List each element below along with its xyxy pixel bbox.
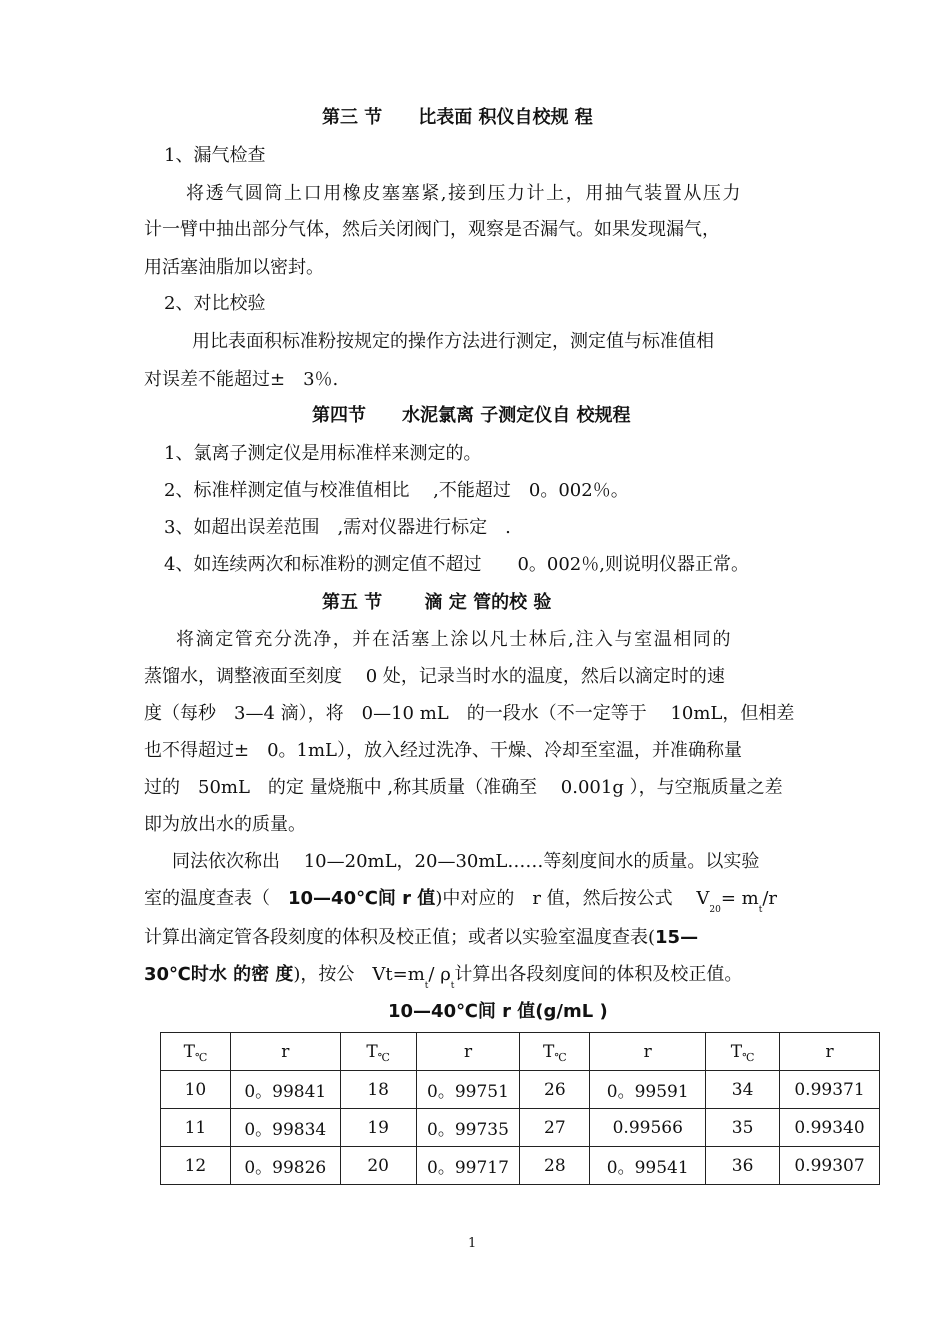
section4-title: 第四节 水泥氯离 子测定仪自 校规程 bbox=[312, 405, 631, 426]
section5-para1-line: 将滴定管充分洗净，并在活塞上涂以凡士林后,注入与室温相同的 bbox=[176, 629, 733, 650]
table-cell: 0。99841 bbox=[230, 1071, 340, 1109]
table-cell: 0。99541 bbox=[590, 1147, 706, 1185]
section5-para1-line: 过的 50mL 的定 量烧瓶中 ,称其质量（准确至 0.001g ），与空瓶质量之差 bbox=[144, 777, 783, 798]
formula-subscript: 20 bbox=[709, 905, 721, 915]
section5-para1-line: 蒸馏水，调整液面至刻度 0 处，记录当时水的温度，然后以滴定时的速 bbox=[144, 666, 725, 687]
section4-item: 3、如超出误差范围 ,需对仪器进行标定 . bbox=[164, 517, 511, 538]
table-cell: 0。99834 bbox=[230, 1109, 340, 1147]
table-cell: 35 bbox=[706, 1109, 780, 1147]
table-cell: 19 bbox=[340, 1109, 416, 1147]
section5-para2-line: 计算出滴定管各段刻度的体积及校正值；或者以实验室温度查表(15— bbox=[144, 927, 699, 948]
section3-item2-line: 用比表面积标准粉按规定的操作方法进行测定，测定值与标准值相 bbox=[192, 331, 714, 352]
table-header-row bbox=[161, 1033, 880, 1071]
table-cell: 0.99307 bbox=[780, 1147, 880, 1185]
header-r: r bbox=[780, 1033, 880, 1071]
section5-para1-line: 度（每秒 3—4 滴），将 0—10 mL 的一段水（不一定等于 10mL，但相差 bbox=[144, 703, 795, 724]
header-r: r bbox=[230, 1033, 340, 1071]
temperature-r-table bbox=[160, 1032, 880, 1185]
section5-para1-line: 也不得超过± 0。1mL），放入经过洗净、干燥、冷却至室温，并准确称量 bbox=[144, 740, 743, 761]
table-cell: 0。99717 bbox=[416, 1147, 520, 1185]
header-temperature: $T_℃$ bbox=[161, 1033, 231, 1071]
header-temperature: $T_℃$ bbox=[340, 1033, 416, 1071]
table-cell: 12 bbox=[161, 1147, 231, 1185]
table-row bbox=[161, 1109, 880, 1147]
page-number: 1 bbox=[468, 1236, 477, 1251]
section3-item1-line: 将透气圆筒上口用橡皮塞塞紧,接到压力计上，用抽气装置从压力 bbox=[186, 183, 743, 204]
table-reference: 10—40℃间 r 值 bbox=[288, 888, 436, 909]
section4-item: 4、如连续两次和标准粉的测定值不超过 0。002％,则说明仪器正常。 bbox=[164, 554, 749, 575]
table-cell: 0。99751 bbox=[416, 1071, 520, 1109]
formula-subscript: t bbox=[424, 981, 429, 991]
section3-item1-line: 用活塞油脂加以密封。 bbox=[144, 257, 324, 278]
table-row bbox=[161, 1147, 880, 1185]
section5-para2-line: 30℃时水 的密 度)，按公 $Vt=m_t/$ $\rho_t$计算出各段刻度间的体积及校正值。 bbox=[144, 964, 743, 991]
formula-subscript: t bbox=[758, 905, 763, 915]
table-cell: 34 bbox=[706, 1071, 780, 1109]
section4-item: 2、标准样测定值与校准值相比 ,不能超过 0。002％。 bbox=[164, 480, 629, 501]
section3-item1-title: 1、漏气检查 bbox=[164, 145, 266, 166]
table-cell: 0.99371 bbox=[780, 1071, 880, 1109]
section5-para2-line: 同法依次称出 10—20mL，20—30mL……等刻度间水的质量。以实验 bbox=[172, 851, 760, 872]
table-cell: 18 bbox=[340, 1071, 416, 1109]
header-temperature: $T_℃$ bbox=[520, 1033, 590, 1071]
table-cell: 0.99340 bbox=[780, 1109, 880, 1147]
section5-title: 第五 节 滴 定 管的校 验 bbox=[322, 592, 552, 613]
header-r: r bbox=[590, 1033, 706, 1071]
table-cell: 10 bbox=[161, 1071, 231, 1109]
table-cell: 0。99591 bbox=[590, 1071, 706, 1109]
table-cell: 11 bbox=[161, 1109, 231, 1147]
table-cell: 28 bbox=[520, 1147, 590, 1185]
section5-para1-line: 即为放出水的质量。 bbox=[144, 814, 306, 835]
table-cell: 20 bbox=[340, 1147, 416, 1185]
table-cell: 27 bbox=[520, 1109, 590, 1147]
section5-para2-line: 室的温度查表（ 10—40℃间 r 值)中对应的 r 值，然后按公式 $V_{20}= m_t/r$ bbox=[144, 888, 778, 915]
section4-item: 1、氯离子测定仪是用标准样来测定的。 bbox=[164, 443, 482, 464]
table-cell: 0.99566 bbox=[590, 1109, 706, 1147]
section3-title: 第三 节 比表面 积仪自校规 程 bbox=[322, 107, 593, 128]
table-cell: 26 bbox=[520, 1071, 590, 1109]
table-cell: 0。99735 bbox=[416, 1109, 520, 1147]
table-row bbox=[161, 1071, 880, 1109]
table-cell: 0。99826 bbox=[230, 1147, 340, 1185]
table-caption: 10—40℃间 r 值(g/mL ) bbox=[388, 1001, 608, 1022]
table-cell: 36 bbox=[706, 1147, 780, 1185]
section3-item2-line: 对误差不能超过± 3％. bbox=[144, 369, 339, 390]
header-r: r bbox=[416, 1033, 520, 1071]
header-temperature: $T_℃$ bbox=[706, 1033, 780, 1071]
formula-subscript: t bbox=[450, 981, 455, 991]
section3-item2-title: 2、对比校验 bbox=[164, 293, 266, 314]
section3-item1-line: 计一臂中抽出部分气体，然后关闭阀门，观察是否漏气。如果发现漏气， bbox=[144, 219, 720, 240]
